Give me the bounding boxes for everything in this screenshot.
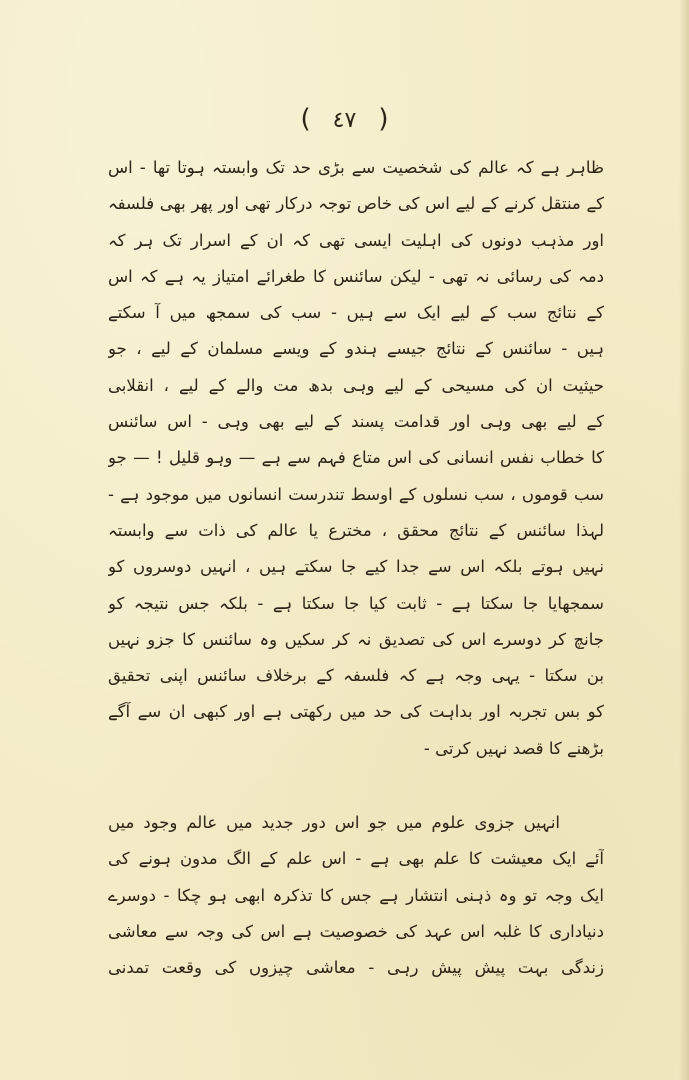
- text-line-indented: انہیں جزوی علوم میں جو اس دور جدید میں عالم وجود میں: [108, 813, 560, 833]
- text-line: حیثیت ان کی مسیحی کے لیے وہی بدھ مت والے کے لیے ، انقلابی: [108, 375, 604, 395]
- paragraph-1: [108, 150, 604, 767]
- paragraph-gap: [108, 767, 604, 805]
- page-edge-shadow: [679, 0, 689, 1080]
- page-number-value: ٤٧: [332, 108, 357, 133]
- text-line: ظاہر ہے کہ عالم کی شخصیت سے بڑی حد تک وابستہ ہوتا تھا - اس: [108, 158, 604, 177]
- paragraph-2: [108, 805, 604, 986]
- text-line: لہذا سائنس کے نتائج محقق ، مخترع یا عالم کی ذات سے وابستہ: [108, 520, 604, 540]
- text-line: اور مذہب دونوں کی اہلیت ایسی تھی کہ ان کے اسرار تک ہر کہ: [108, 230, 604, 250]
- text-line: نہیں ہوتے بلکہ اس سے جدا کیے جا سکتے ہیں ، انہیں دوسروں کو: [108, 557, 604, 577]
- text-line: سب قوموں ، سب نسلوں کے اوسط تندرست انسانوں میں موجود ہے -: [108, 484, 604, 504]
- text-line: دنیاداری کا غلبہ اس عہد کی خصوصیت ہے اس کی وجہ سے معاشی: [108, 921, 604, 941]
- page-number: [0, 104, 689, 134]
- text-line: ہیں - سائنس کے نتائج جیسے ہندو کے ویسے مسلمان کے لیے ، جو: [108, 339, 604, 359]
- text-line: جانچ کر دوسرے اس کی تصدیق نہ کر سکیں وہ سائنس کا جزو نہیں: [108, 629, 604, 649]
- body-text: [108, 150, 604, 987]
- page-number-open-paren: (: [378, 104, 389, 134]
- text-line: کے منتقل کرنے کے لیے اس کی خاص توجہ درکار تھی اور پھر بھی فلسفہ: [108, 194, 604, 214]
- text-line: آئے ایک معیشت کا علم بھی ہے - اس علم کے الگ مدون ہونے کی: [108, 849, 604, 869]
- text-line: دمہ کی رسائی نہ تھی - لیکن سائنس کا طغرائے امتیاز یہ ہے کہ اس: [108, 266, 604, 286]
- text-line: زندگی بہت پیش پیش رہی - معاشی چیزوں کی وقعت تمدنی: [108, 958, 604, 978]
- text-line: کے نتائج سب کے لیے ایک سے ہیں - سب کی سمجھ میں آ سکتے: [108, 303, 604, 323]
- text-line: کو بس تجربہ اور بداہت کی حد میں رکھتی ہے اور کبھی ان سے آگے: [108, 702, 604, 722]
- text-line: بن سکتا - یہی وجہ ہے کہ فلسفہ کے برخلاف سائنس اپنی تحقیق: [108, 666, 604, 686]
- text-line-last: بڑھنے کا قصد نہیں کرتی -: [423, 738, 604, 758]
- page-number-close-paren: ): [300, 104, 311, 134]
- text-line: کا خطاب نفس انسانی کی اس متاع فہم سے ہے — وہو قلیل ! — جو: [108, 448, 604, 468]
- text-line: کے لیے بھی وہی اور قدامت پسند کے لیے بھی وہی - اس سائنس: [108, 412, 604, 432]
- text-line: سمجھایا جا سکتا ہے - ثابت کیا جا سکتا ہے - بلکہ جس نتیجہ کو: [108, 593, 604, 613]
- text-line: ایک وجہ تو وہ ذہنی انتشار ہے جس کا تذکرہ ابھی ہو چکا - دوسرے: [108, 885, 604, 905]
